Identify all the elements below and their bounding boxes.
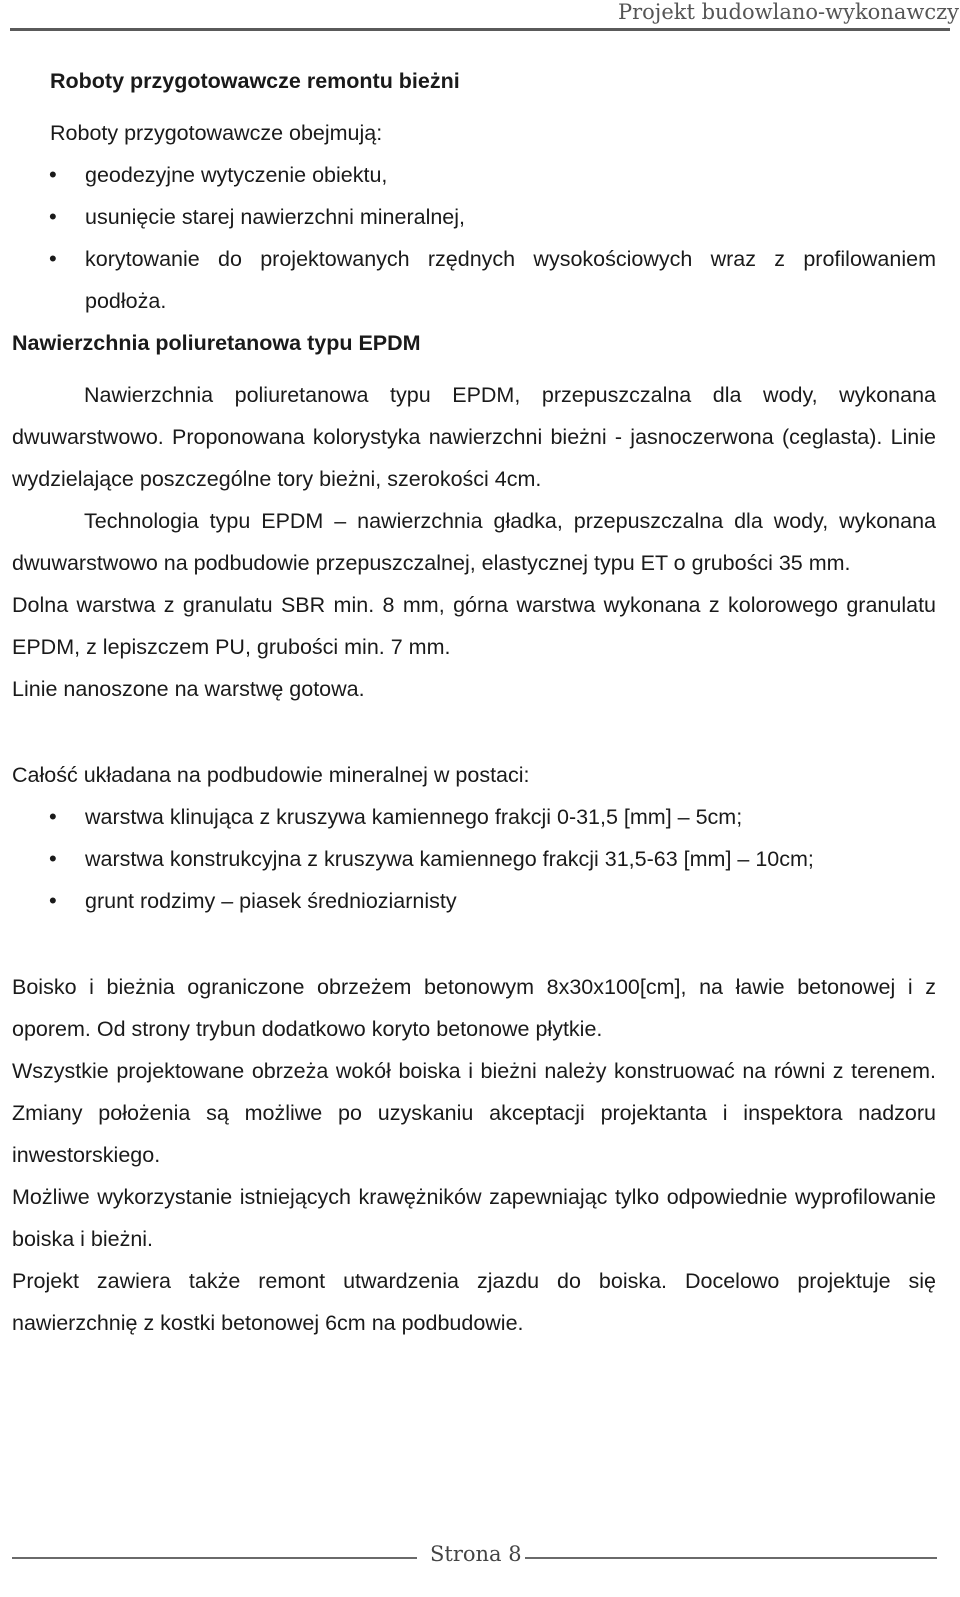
header-rule	[10, 28, 950, 31]
base-intro: Całość układana na podbudowie mineralnej w postaci:	[12, 763, 530, 787]
preparatory-intro: Roboty przygotowawcze obejmują:	[50, 121, 383, 145]
curbs-paragraph-3: Możliwe wykorzystanie istniejących krawężników zapewniając tylko odpowiednie wyprofilowanie boiska i bieżni.	[12, 1185, 936, 1251]
epdm-paragraph-2: Technologia typu EPDM – nawierzchnia gładka, przepuszczalna dla wody, wykonana dwuwarstwowo na podbudowie przepuszczalnej, elastycznej typu ET o grubości 35 mm.	[12, 509, 936, 575]
document-body	[12, 60, 936, 1344]
section-heading-epdm: Nawierzchnia poliuretanowa typu EPDM	[12, 331, 421, 355]
epdm-paragraph-1: Nawierzchnia poliuretanowa typu EPDM, przepuszczalna dla wody, wykonana dwuwarstwowo. Proponowana kolorystyka nawierzchni bieżni - jasnoczerwona (ceglasta). Linie wydzielające poszczególne tory bieżni, szerokości 4cm.	[12, 383, 936, 491]
curbs-paragraph-1: Boisko i bieżnia ograniczone obrzeżem betonowym 8x30x100[cm], na ławie betonowej i z oporem. Od strony trybun dodatkowo koryto betonowe płytkie.	[12, 975, 936, 1041]
curbs-paragraph-4: Projekt zawiera także remont utwardzenia zjazdu do boiska. Docelowo projektuje się nawierzchnię z kostki betonowej 6cm na podbudowie.	[12, 1269, 936, 1335]
page-number: Strona 8	[430, 1542, 522, 1566]
epdm-paragraph-3: Dolna warstwa z granulatu SBR min. 8 mm, górna warstwa wykonana z kolorowego granulatu EPDM, z lepiszczem PU, grubości min. 7 mm.	[12, 593, 936, 659]
page-footer	[0, 1540, 960, 1574]
base-layers-list	[12, 796, 936, 922]
running-header-title: Projekt budowlano-wykonawczy	[618, 0, 960, 24]
list-item: • geodezyjne wytyczenie obiektu,	[12, 154, 936, 196]
footer-rule-right	[525, 1557, 937, 1559]
list-item: • korytowanie do projektowanych rzędnych wysokościowych wraz z profilowaniem podłoża.	[12, 238, 936, 322]
list-item: • usunięcie starej nawierzchni mineralnej,	[12, 196, 936, 238]
list-item: • warstwa konstrukcyjna z kruszywa kamiennego frakcji 31,5-63 [mm] – 10cm;	[12, 838, 936, 880]
footer-rule-left	[12, 1557, 417, 1559]
list-item: • grunt rodzimy – piasek średnioziarnisty	[12, 880, 936, 922]
list-item: • warstwa klinująca z kruszywa kamiennego frakcji 0-31,5 [mm] – 5cm;	[12, 796, 936, 838]
preparatory-list	[12, 154, 936, 322]
section-heading-preparatory: Roboty przygotowawcze remontu bieżni	[50, 69, 460, 93]
curbs-paragraph-2: Wszystkie projektowane obrzeża wokół boiska i bieżni należy konstruować na równi z terenem. Zmiany położenia są możliwe po uzyskaniu akceptacji projektanta i inspektora nadzoru inwestorskiego.	[12, 1059, 936, 1167]
epdm-paragraph-4: Linie nanoszone na warstwę gotowa.	[12, 677, 365, 701]
